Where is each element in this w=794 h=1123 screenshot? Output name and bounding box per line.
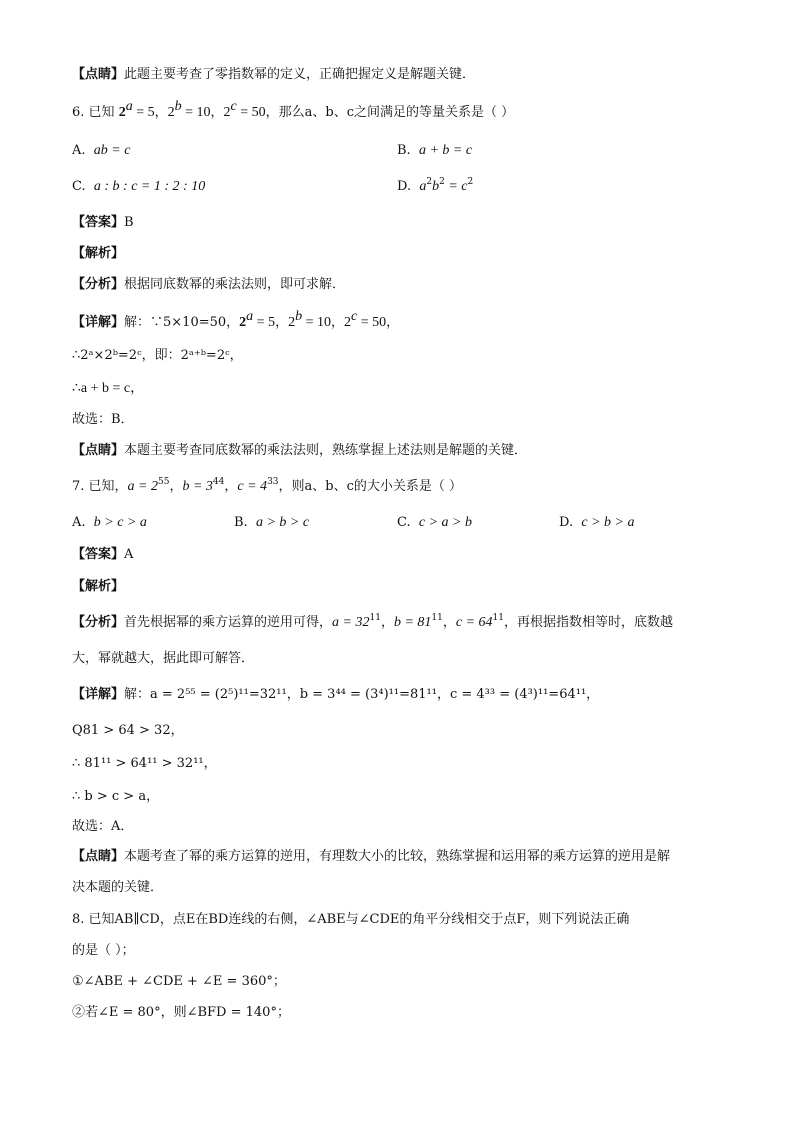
q6-xiangjie: 【详解】解：∵5×10=50，$2^a = 5$，$2^b = 10$，$2^c = 50$， — [72, 309, 400, 330]
q6-step2: ∴2ᵃ×2ᵇ=2ᶜ，即：2ᵃ⁺ᵇ=2ᶜ， — [72, 348, 243, 363]
q8-stem: 8. 已知AB∥CD，点E在BD连线的右侧，∠ABE与∠CDE的角平分线相交于点F，则下列说法正确 — [72, 912, 630, 927]
q6-stem: 6. 已知 $2^a = 5$，$2^b = 10$，$2^c = 50$，那么a、b、c之间满足的等量关系是（ ） — [72, 99, 515, 120]
q6-step3: ∴a + b = c， — [72, 381, 145, 396]
q7-xiangjie: 【详解】解：a = 2⁵⁵ = (2⁵)¹¹=32¹¹，b = 3⁴⁴ = (3⁴)¹¹=81¹¹，c = 4³³ = (4³)¹¹=64¹¹， — [72, 687, 600, 702]
q7-step5: 故选：A． — [72, 819, 134, 834]
q7-option-b: B. a > b > c — [234, 515, 310, 530]
q6-option-c: C. a : b : c = 1 : 2 : 10 — [72, 179, 206, 194]
q6-dianjing: 【点睛】本题主要考查同底数幂的乘法法则，熟练掌握上述法则是解题的关键． — [72, 443, 528, 458]
q7-option-c: C. c > a > b — [397, 515, 472, 530]
q6-option-a: A. ab = c — [72, 143, 131, 158]
q8-item-2: ②若∠E = 80°，则∠BFD = 140°； — [72, 1005, 290, 1020]
q7-option-d: D. c > b > a — [559, 515, 635, 530]
q7-jiexi: 【解析】 — [72, 579, 125, 594]
q7-stem: 7. 已知，$a = 2^{55}$，$b = 3^{44}$，$c = 4^{33}$，则a、b、c的大小关系是（ ） — [72, 477, 463, 494]
q6-jiexi: 【解析】 — [72, 246, 125, 261]
q7-fenxi: 【分析】首先根据幂的乘方运算的逆用可得，$a = 32^{11}$，$b = 81^{11}$，$c = 64^{11}$，再根据指数相等时，底数越 — [72, 613, 674, 630]
q7-dianjing: 【点睛】本题考查了幂的乘方运算的逆用，有理数大小的比较，熟练掌握和运用幂的乘方运算的逆用是解 — [72, 849, 671, 864]
q8-item-1: ①∠ABE + ∠CDE + ∠E = 360°； — [72, 974, 286, 989]
q7-step3: ∴ 81¹¹ > 64¹¹ > 32¹¹， — [72, 756, 217, 771]
p5-dianjing: 【点睛】此题主要考查了零指数幂的定义，正确把握定义是解题关键． — [72, 67, 476, 82]
q7-dianjing-line2: 决本题的关键． — [72, 880, 164, 895]
q6-step4: 故选：B． — [72, 412, 134, 427]
q6-option-b: B. a + b = c — [397, 143, 473, 158]
q6-fenxi: 【分析】根据同底数幂的乘法法则，即可求解． — [72, 277, 346, 292]
q7-step4: ∴ b > c > a， — [72, 789, 160, 804]
q8-stem-line2: 的是（ ）； — [72, 943, 135, 958]
q6-option-d: D. $a^2b^2 = c^2$ — [397, 177, 474, 194]
q7-option-a: A. b > c > a — [72, 515, 147, 530]
q6-answer: 【答案】B — [72, 215, 134, 230]
q7-step2: Q81 > 64 > 32， — [72, 723, 184, 738]
q7-answer: 【答案】A — [72, 547, 134, 562]
q7-fenxi-line2: 大，幂就越大，据此即可解答． — [72, 651, 255, 666]
